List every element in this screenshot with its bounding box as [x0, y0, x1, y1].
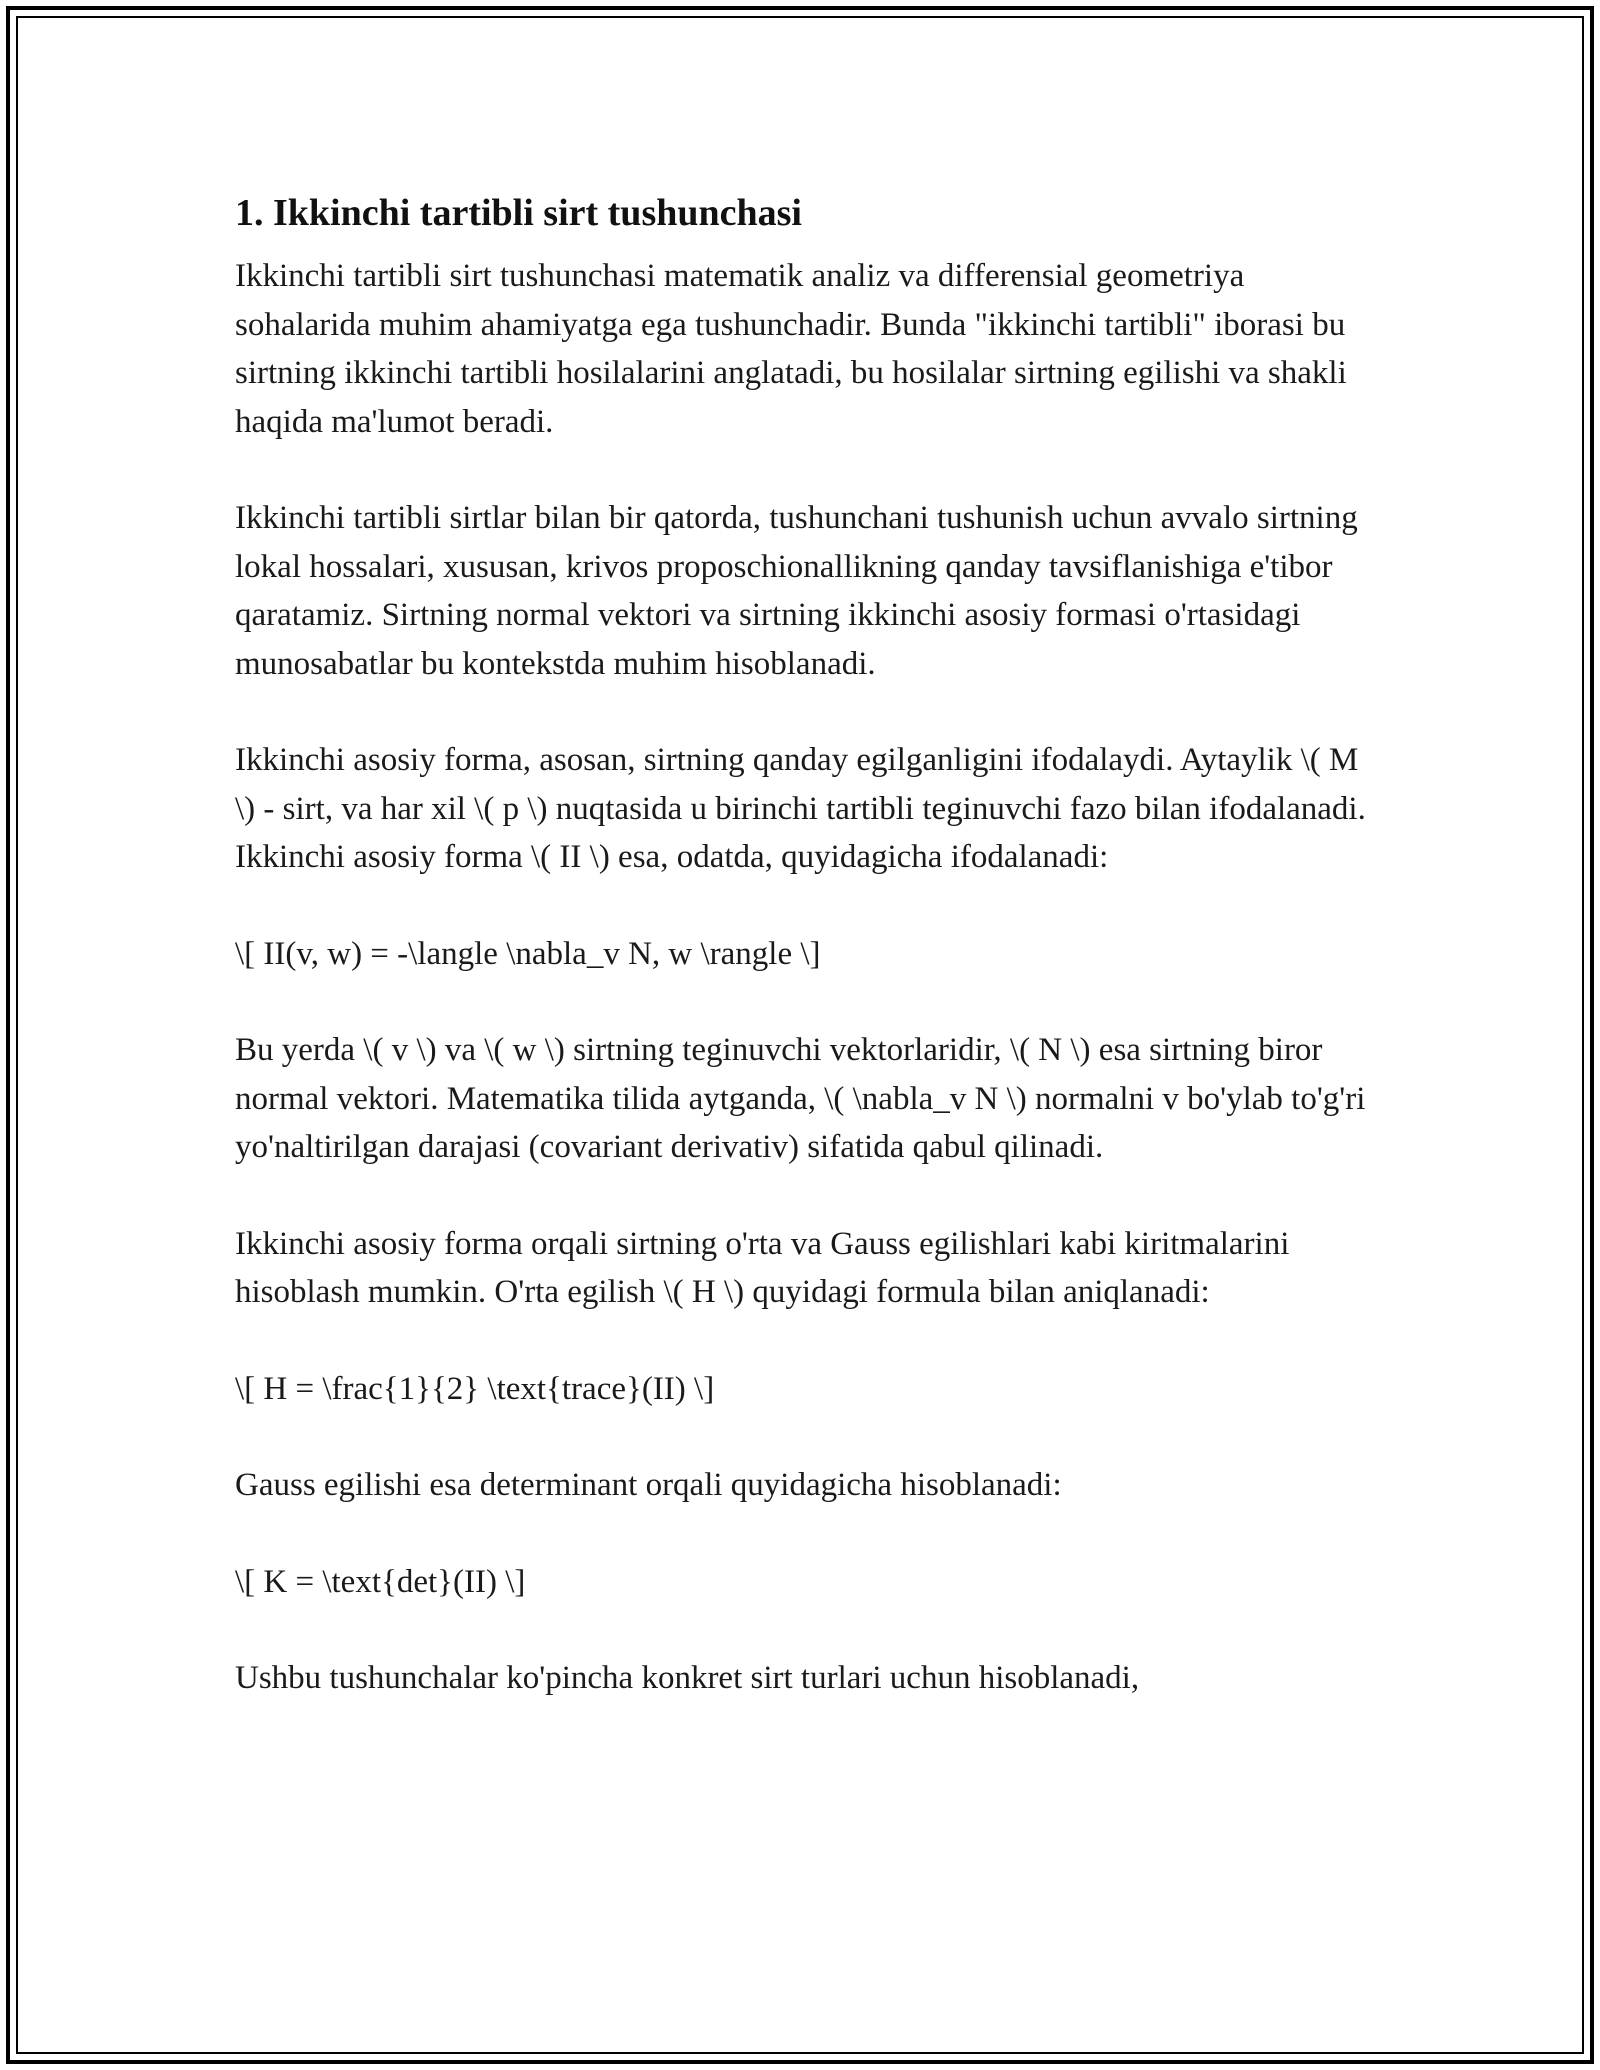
formula-mean-curvature: \[ H = \frac{1}{2} \text{trace}(II) \] — [235, 1370, 715, 1407]
formula-second-form: \[ II(v, w) = -\langle \nabla_v N, w \rangle \] — [235, 935, 821, 972]
paragraph-second-form: Ikkinchi asosiy forma, asosan, sirtning qanday egilganligini ifodalaydi. Aytaylik \( M \) - sirt, va har xil \( p \) nuqtasida u birinchi tartibli teginuvchi fazo bilan ifodalanadi. Ikkinchi asosiy forma \( II \) esa, odatda, quyidagicha ifodalanadi: — [235, 742, 1366, 875]
paragraph-vectors: Bu yerda \( v \) va \( w \) sirtning teginuvchi vektorlaridir, \( N \) esa sirtning biror normal vektori. Matematika tilida aytganda, \( \nabla_v N \) normalni v bo'ylab to'g'ri yo'naltirilgan darajasi (covariant derivativ) sifatida qabul qilinadi. — [235, 1032, 1366, 1165]
paragraph-curvatures: Ikkinchi asosiy forma orqali sirtning o'rta va Gauss egilishlari kabi kiritmalarini hisoblash mumkin. O'rta egilish \( H \) quyidagi formula bilan aniqlanadi: — [235, 1225, 1290, 1310]
paragraph-closing: Ushbu tushunchalar ko'pincha konkret sirt turlari uchun hisoblanadi, — [235, 1660, 1140, 1696]
paragraph-intro: Ikkinchi tartibli sirt tushunchasi matematik analiz va differensial geometriya sohalarida muhim ahamiyatga ega tushunchadir. Bunda "ikkinchi tartibli" iborasi bu sirtning ikkinchi tartibli hosilalarini anglatadi, bu hosilalar sirtning egilishi va shakli haqida ma'lumot beradi. — [235, 258, 1347, 440]
paragraph-gauss: Gauss egilishi esa determinant orqali quyidagicha hisoblanadi: — [235, 1467, 1062, 1503]
paragraph-local-properties: Ikkinchi tartibli sirtlar bilan bir qatorda, tushunchani tushunish uchun avvalo sirtning lokal hossalari, xususan, krivos proposchionallikning qanday tavsiflanishiga e'tibor qaratamiz. Sirtning normal vektori va sirtning ikkinchi asosiy formasi o'rtasidagi munosabatlar bu kontekstda muhim hisoblanadi. — [235, 500, 1358, 682]
document-body — [235, 186, 1375, 1703]
section-heading: 1. Ikkinchi tartibli sirt tushunchasi — [235, 192, 802, 234]
formula-gauss-curvature: \[ K = \text{det}(II) \] — [235, 1563, 526, 1600]
